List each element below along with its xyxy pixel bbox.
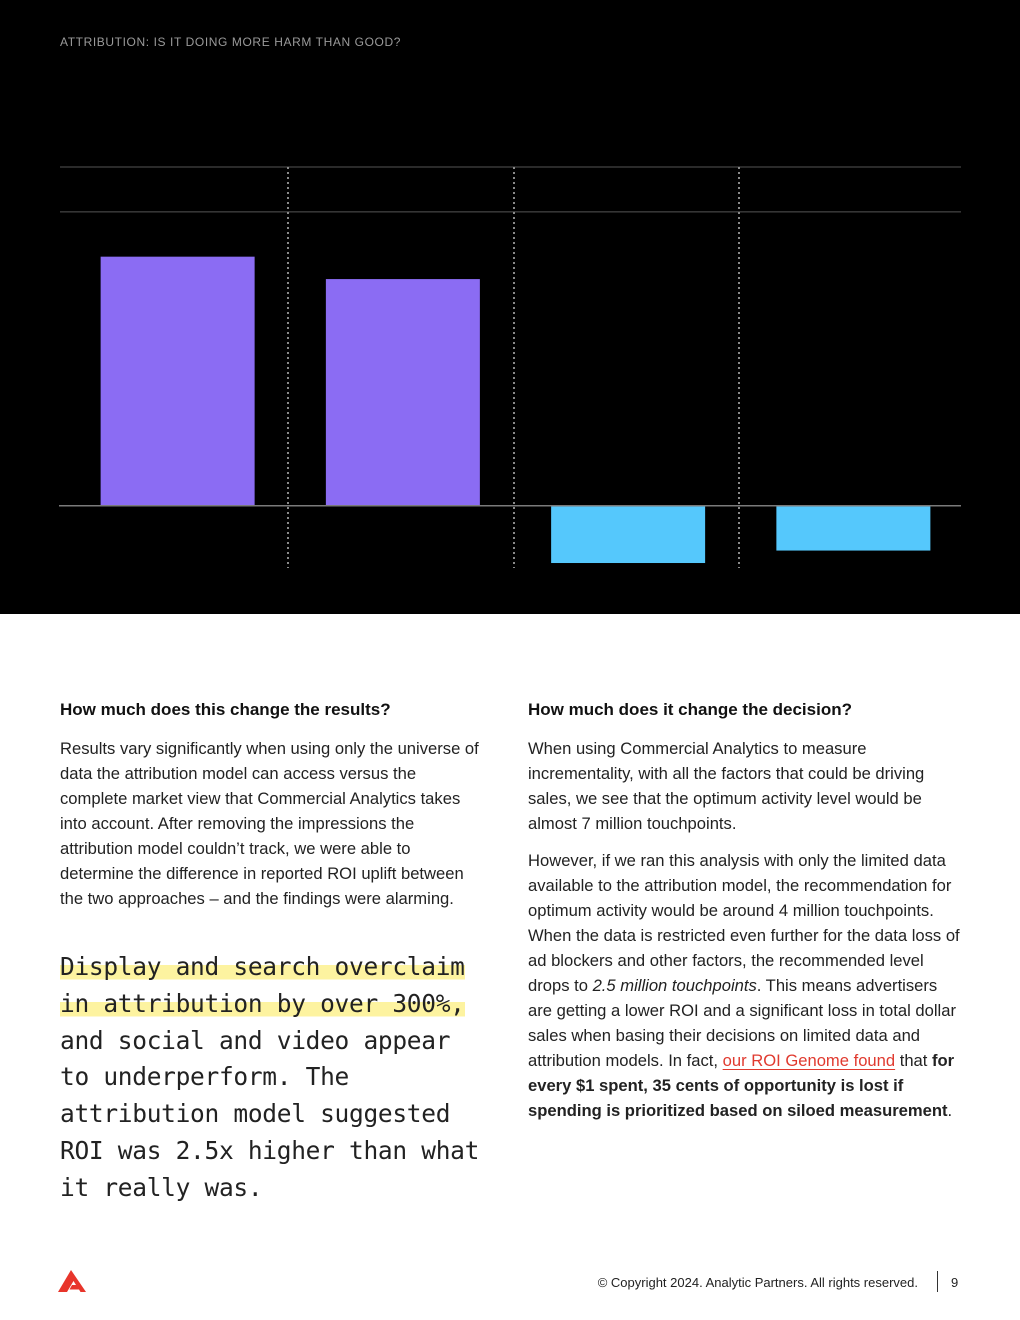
decision-text-a: However, if we ran this analysis with only the limited data available to the attribution model, the recommendation for optimum activity would be around 4 million touchpoints. When the data is restricted even further for the data loss of ad blockers and other factors, the recommended level drops to bbox=[528, 851, 960, 995]
chart-bar bbox=[551, 506, 705, 563]
roi-genome-link[interactable]: our ROI Genome found bbox=[722, 1051, 896, 1070]
bar-chart bbox=[0, 0, 1020, 614]
pull-quote-highlight: Display and search overclaim in attribution by over 300%, bbox=[60, 952, 465, 1018]
footer-copyright: © Copyright 2024. Analytic Partners. All rights reserved. bbox=[597, 1275, 918, 1290]
decision-text-b: . This means advertisers are getting a lower ROI and a significant loss in total dollar sales when basing their decisions on limited data and attribution models. In fact, bbox=[528, 976, 956, 1070]
results-heading: How much does this change the results? bbox=[60, 700, 391, 719]
page-number: 9 bbox=[951, 1275, 959, 1290]
decision-paragraph-2 bbox=[528, 848, 963, 1123]
decision-text-c: that bbox=[895, 1051, 933, 1070]
pull-quote-rest: and social and video appear to underperform. The attribution model suggested ROI was 2.5x higher than what it really was. bbox=[60, 1025, 480, 1202]
footer-divider bbox=[937, 1271, 938, 1292]
pull-quote bbox=[60, 949, 485, 1207]
decision-heading: How much does it change the decision? bbox=[528, 700, 852, 719]
analytic-partners-logo-icon bbox=[58, 1270, 86, 1292]
running-header: ATTRIBUTION: IS IT DOING MORE HARM THAN GOOD? bbox=[60, 35, 402, 49]
chart-bar bbox=[101, 257, 255, 506]
results-paragraph: Results vary significantly when using only the universe of data the attribution model can access versus the complete market view that Commercial Analytics takes into account. After removing the impressions the attribution model couldn’t track, we were able to determine the difference in reported ROI uplift between the two approaches – and the findings were alarming. bbox=[60, 739, 479, 908]
decision-paragraph-1: When using Commercial Analytics to measure incrementality, with all the factors that could be driving sales, we see that the optimum activity level would be almost 7 million touchpoints. bbox=[528, 739, 925, 833]
left-column bbox=[60, 700, 485, 1207]
chart-bar bbox=[326, 279, 480, 506]
right-column bbox=[528, 700, 963, 1135]
touchpoints-emphasis: 2.5 million touchpoints bbox=[592, 976, 757, 995]
chart-hero-panel bbox=[0, 0, 1020, 614]
chart-bar bbox=[776, 506, 930, 551]
opportunity-lost-bold: for every $1 spent, 35 cents of opportunity is lost if spending is prioritized based on siloed measurement bbox=[528, 1051, 955, 1120]
decision-text-end: . bbox=[947, 1101, 953, 1120]
